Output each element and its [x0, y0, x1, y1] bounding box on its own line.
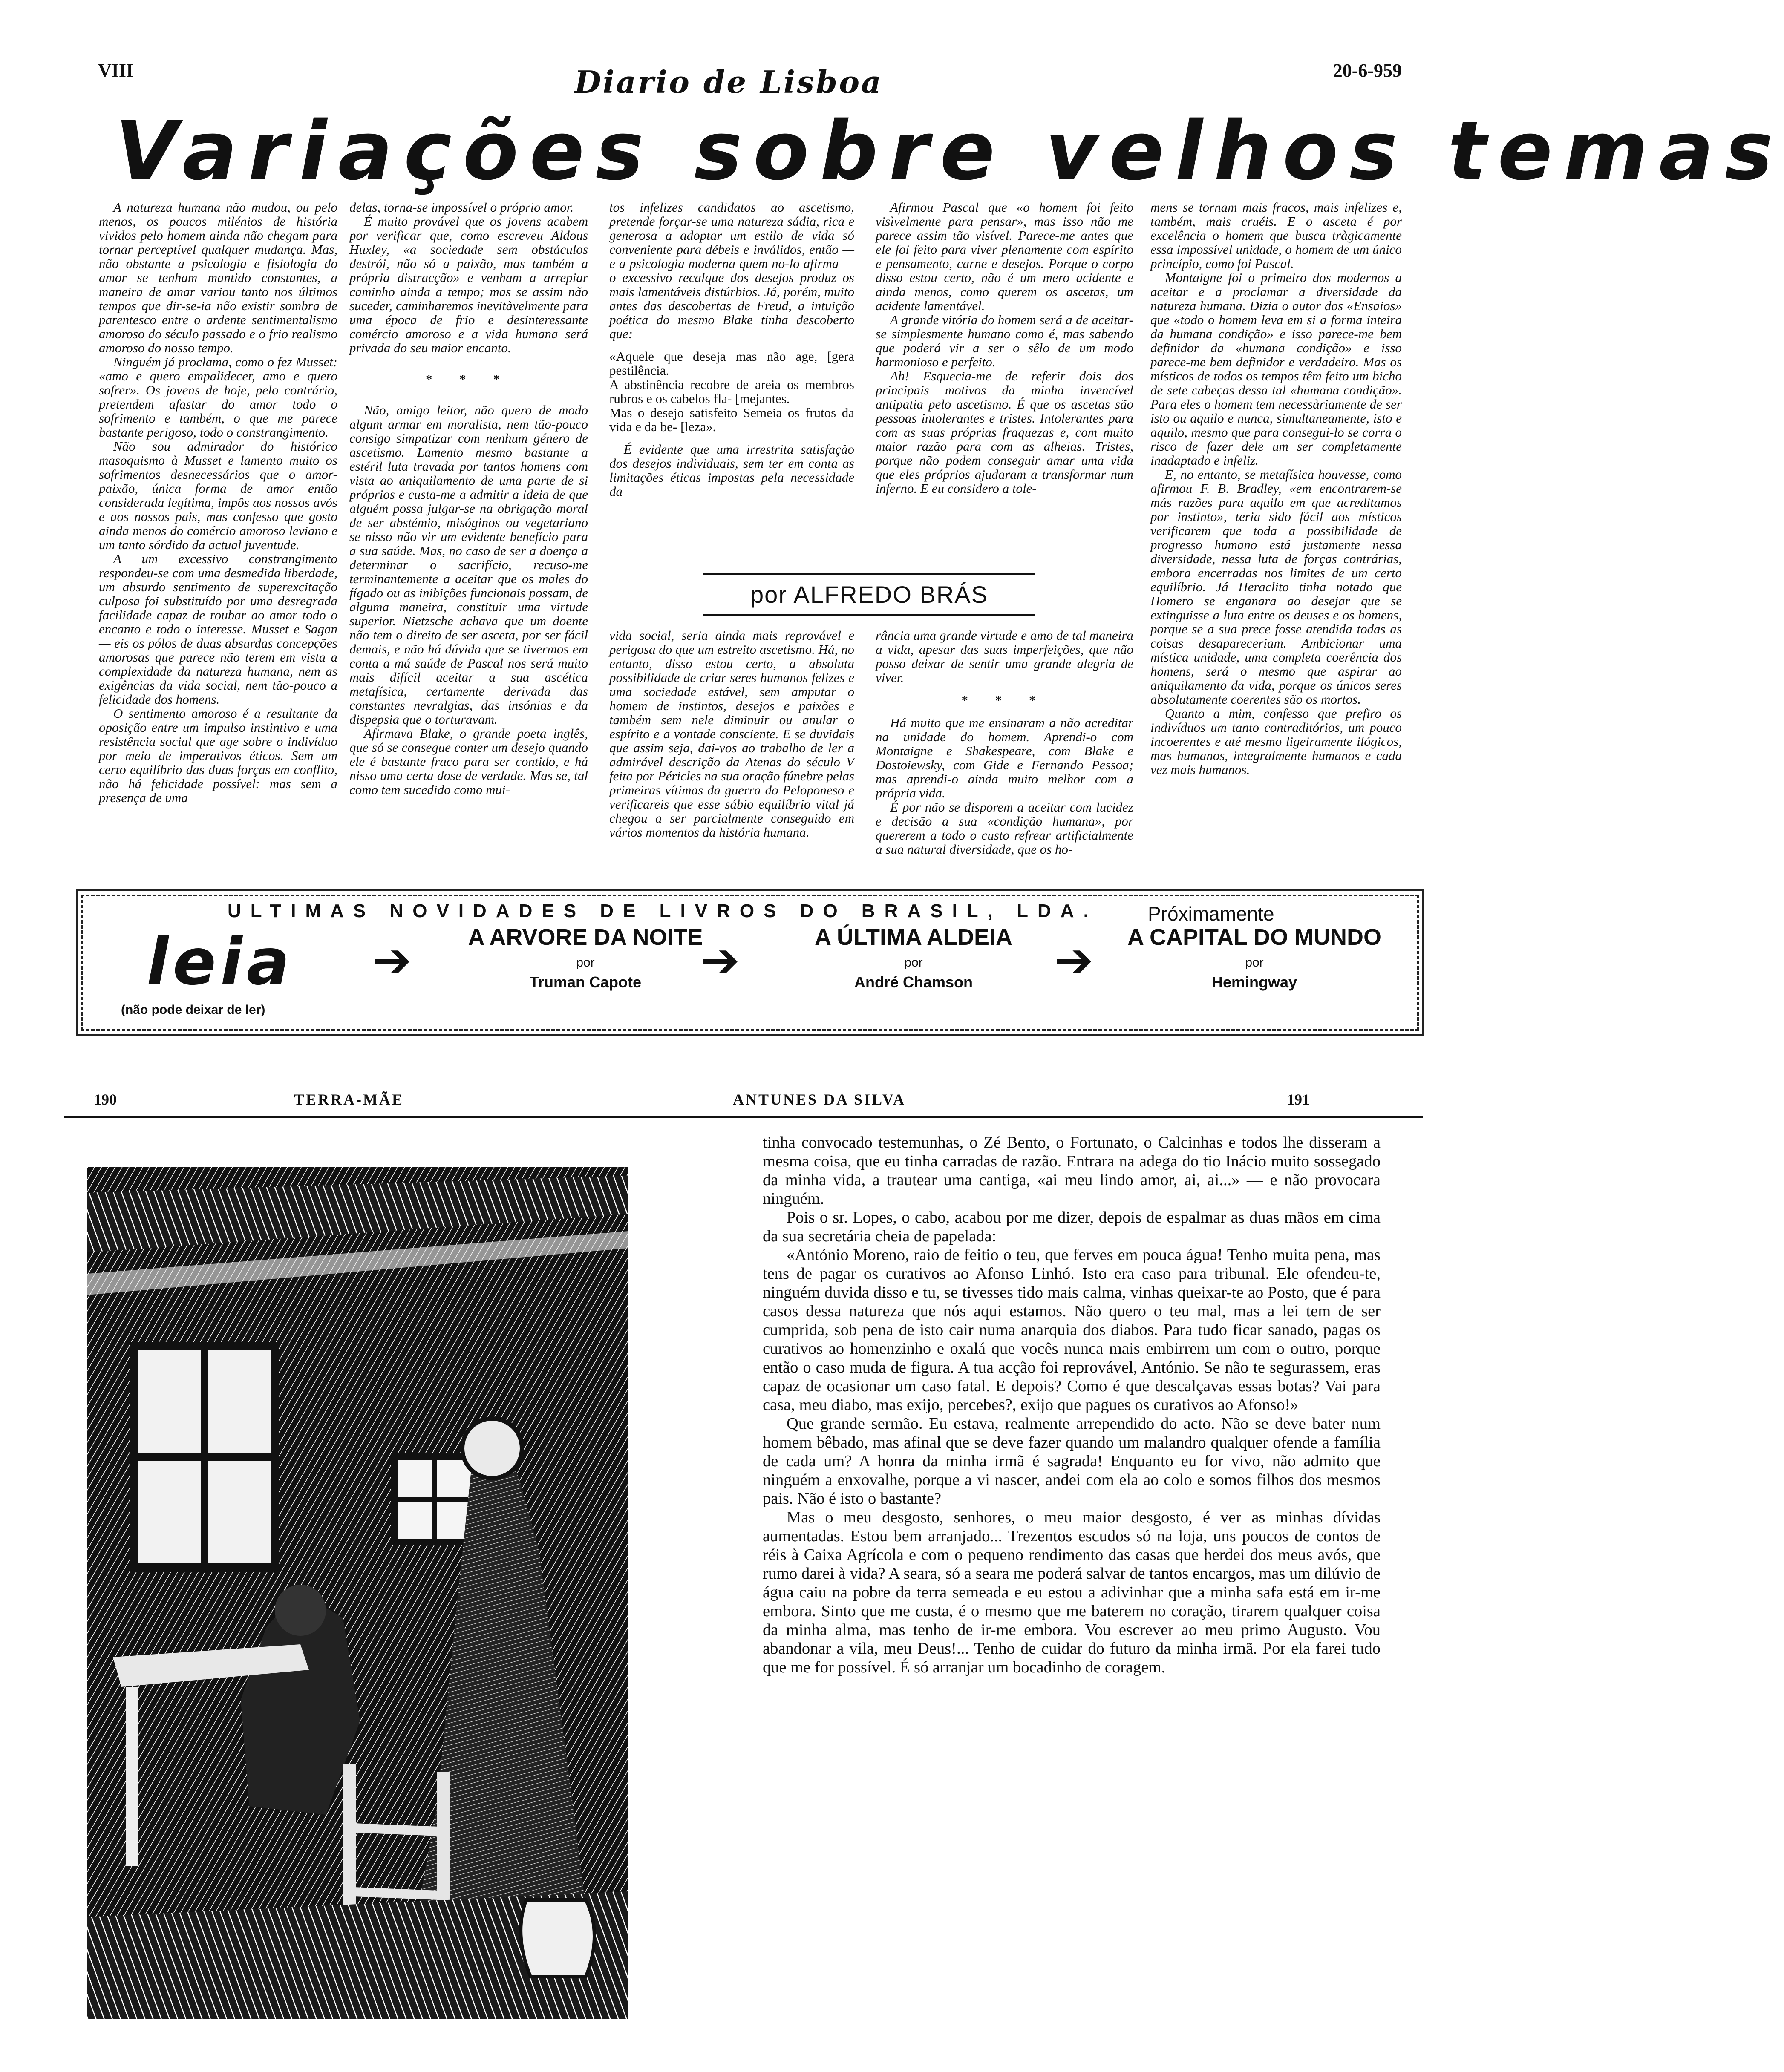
ad-heading: ULTIMAS NOVIDADES DE LIVROS DO BRASIL, LDA.	[228, 901, 1098, 921]
article-paragraph: Há muito que me ensinaram a não acreditar na unidade do homem. Aprendi-o com Montaigne e Shakespeare, com Blake e Dostoiewsky, com Gide e Fernando Pessoa; mas aprendi-o ainda muito melhor com a própria vida.	[876, 715, 1133, 800]
book-right-running-title: ANTUNES DA SILVA	[733, 1091, 906, 1108]
article-paragraph: A natureza humana não mudou, ou pelo menos, os poucos milénios de história vividos pelo homem ainda não chegam para tornar perceptível qualquer mudança. Mas, não obstante a psicologia e fisiologia do amor se tenham mantido constantes, a maneira de amar variou tanto nos últimos tempos que dir-se-ia não existir sombra de parentesco entre o ardente sentimentalismo amoroso do século passado e o frio realismo amoroso do nosso tempo.	[99, 200, 337, 355]
woodcut-illustration	[87, 1167, 628, 2019]
poem-line: Mas o desejo satisfeito Semeia os frutos da vida e da be- [leza».	[609, 405, 854, 434]
article-column-4-bottom	[876, 628, 1133, 882]
article-paragraph: Afirmava Blake, o grande poeta inglês, que só se consegue conter um desejo quando ele é bastante fraco para ser contido, e há nisso uma certa dose de verdade. Mas se, tal como tem sucedido como mui-	[349, 726, 588, 797]
ad-book-title: A ARVORE DA NOITE	[468, 924, 703, 950]
article-paragraph: mens se tornam mais fracos, mais infelizes e, também, mais cruéis. E o asceta é por excelência o homem que busca tràgicamente essa impossível unidade, o homem de um único princípio, como foi Pascal.	[1150, 200, 1402, 271]
article-paragraph: vida social, seria ainda mais reprovável e perigosa do que um estreito ascetismo. Há, no entanto, disso estou certo, a absoluta possibilidade de criar seres humanos felizes e uma sociedade estável, sem amputar o homem de instintos, desejos e paixões e também sem nele diminuir ou anular o espírito e a vontade consciente. E se duvidais que assim seja, dai-vos ao trabalho de ler a admirável descrição da Atenas do século V feita por Péricles na sua oração fúnebre pelas primeiras vítimas da guerra do Peloponeso e verificareis que esse sábio equilíbrio vital já chegou a ser parcialmente conseguido em vários momentos da história humana.	[609, 628, 854, 840]
prose-paragraph: tinha convocado testemunhas, o Zé Bento, o Fortunato, o Calcinhas e todos lhe disseram a mesma coisa, que eu tinha carradas de razão. Entrara na adega do tio Inácio muito sossegado da minha vida, a trautear uma cantiga, «ai meu lindo amor, ai, ai...» — e não provocara ninguém.	[763, 1134, 1381, 1208]
article-paragraph: delas, torna-se impossível o próprio amor.	[349, 200, 574, 215]
ad-book-title: A ÚLTIMA ALDEIA	[815, 924, 1012, 950]
article-column-2	[349, 200, 588, 882]
section-separator-stars: * * *	[426, 371, 512, 386]
ad-book-1	[453, 924, 718, 991]
newspaper-page-number: VIII	[98, 60, 134, 81]
prose-paragraph: Pois o sr. Lopes, o cabo, acabou por me dizer, depois de espalmar as duas mãos em cima da sua secretária cheia de papelada:	[763, 1209, 1381, 1245]
ad-leia-subtitle: (não pode deixar de ler)	[121, 1003, 265, 1017]
ad-book-author: André Chamson	[854, 973, 973, 991]
article-paragraph: Ah! Esquecia-me de referir dois dos principais motivos da minha invencível antipatia pelo ascetismo. É que os ascetas são pessoas intolerantes e tristes. Intolerantes para com as suas próprias fraquezas e, com muito maior razão para com as alheias. Tristes, porque não podem conseguir amar uma vida que eles próprios ajudaram a transformar num inferno. E eu considero a tole-	[876, 368, 1133, 496]
article-paragraph: Quanto a mim, confesso que prefiro os indivíduos um tanto contraditórios, um pouco incoerentes e até mesmo ligeiramente ilógicos, mas humanos, integralmente humanos e cada vez mais humanos.	[1150, 706, 1402, 777]
article-column-3-bottom	[609, 628, 854, 882]
ad-book-by: por	[904, 955, 923, 970]
article-paragraph: Afirmou Pascal que «o homem foi feito visìvelmente para pensar», mas isso não me parece assim tão visível. Parece-me antes que ele foi feito para viver plenamente com espírito e pensamento, carne e desejos. Porque o corpo disso estou certo, não é um mero acidente e ainda menos, como querem os ascetas, um acidente lamentável.	[876, 200, 1133, 313]
ad-book-by: por	[576, 955, 595, 970]
poem-line: «Aquele que deseja mas não age, [gera pestilência.	[609, 349, 854, 378]
article-headline: Variações sobre velhos temas	[115, 104, 1784, 198]
article-paragraph: Ninguém já proclama, como o fez Musset: «amo e quero empalidecer, amo e quero sofrer». Os jovens de hoje, pelo contrário, pretendem afastar do amor todo o sofrimento e também, o que me parece bastante perigoso, todo o constrangimento.	[99, 354, 337, 440]
article-paragraph: Não, amigo leitor, não quero de modo algum armar em moralista, nem tão-pouco consigo simpatizar com nenhum género de ascetismo. Lamento mesmo bastante a estéril luta travada por tantos homens com vista ao aniquilamento de uma parte de si próprios e custa-me a admitir a ideia de que alguém possa julgar-se na obrigação moral de ser abstémio, misóginos ou vegetariano se nisso não vir um evidente benefício para a sua saúde. Mas, no caso de ser a doença a determinar o sacrifício, recuso-me terminantemente a aceitar que os males do fígado ou as inibições funcionais possam, de alguma maneira, constituir uma virtude superior. Nietzsche achava que um doente não tem o direito de ser asceta, por ser fácil demais, e não há dúvida que se tivermos em conta a má saúde de Pascal nos será muito mais difícil aceitar a sua ascética metafísica, certamente derivada das constantes nevralgias, das insónias e da dispepsia que o torturavam.	[349, 403, 588, 727]
article-paragraph: Montaigne foi o primeiro dos modernos a aceitar e a proclamar a diversidade da natureza humana. Dizia o autor dos «Ensaios» que «todo o homem leva em si a forma inteira da humana condição» e isso parece-me bem definidor da «humana condição» e isso parece-me bem definidor e verdadeiro. Mas os místicos de todos os tempos têm feito um bicho de sete cabeças dessa tal «humana condição». Para eles o homem tem necessàriamente de ser isto ou aquilo e nunca, simultaneamente, isto e aquilo, mesmo que para consegui-lo se corra o risco de fazer dele um ser completamente inadaptado e infeliz.	[1150, 270, 1402, 468]
article-paragraph: É evidente que uma irrestrita satisfação dos desejos individuais, sem ter em conta as limitações éticas impostas pela necessidade da	[609, 442, 854, 499]
book-left-page-number: 190	[94, 1091, 117, 1108]
prose-paragraph: «António Moreno, raio de feitio o teu, que ferves em pouca água! Tenho muita pena, mas tens de pagar os curativos ao Afonso Linhó. Isto era caso para tribunal. Ele ofendeu-te, ninguém duvida disso e tu, se tivesses tido mais calma, vinhas queixar-te ao Posto, que é para casos dessa natureza que nós aqui estamos. Não quero o teu mal, mas a lei tem de ser cumprida, sob pena de isto cair numa anarquia dos diabos. Para tudo ficar sanado, pagas os curativos ao homenzinho e oxalá que vocês nunca mais embirrem um com o outro, porque então o caso muda de figura. A tua acção foi reprovável, António. Se não te segurassem, eras capaz de ocasionar um caso fatal. E depois? Como é que descalçavas essas botas? Vai para casa, meu diabo, mas exijo, percebes?, exijo que pagues os curativos ao Afonso!»	[763, 1246, 1381, 1414]
article-paragraph: tos infelizes candidatos ao ascetismo, pretende forçar-se uma natureza sádia, rica e generosa a adoptar um estilo de vida só conveniente para débeis e inválidos, então — e a psicologia moderna quem no-lo afirma — o excessivo recalque dos desejos produz os mais lamentáveis distúrbios. Já, porém, muito antes das descobertas de Freud, a intuição poética do mesmo Blake tinha descoberto que:	[609, 200, 854, 341]
article-column-4-top	[876, 200, 1133, 586]
arrow-right-icon: ➔	[1054, 933, 1094, 987]
ad-book-3	[1127, 924, 1382, 991]
article-column-5	[1150, 200, 1402, 882]
section-separator-stars: * * *	[961, 693, 1048, 708]
article-column-3-top	[609, 200, 854, 586]
newspaper-date: 20-6-959	[1333, 60, 1402, 81]
article-paragraph: É muito provável que os jovens acabem por verificar que, como escreveu Aldous Huxley, «a sociedade sem obstáculos destrói, não só a paixão, mas também a própria distracção» e venham a arrepiar caminho ainda a tempo; mas se assim não suceder, caminharemos inevitàvelmente para uma época de frio e desinteressante comércio amoroso e a vida humana será privada do seu maior encanto.	[349, 214, 588, 355]
ad-coming-soon: Próximamente	[1148, 903, 1274, 925]
article-paragraph: A um excessivo constrangimento respondeu-se com uma desmedida liberdade, um absurdo sentimento de superexcitação culposa foi substituído por uma desregrada facilidade capaz de roubar ao amor todo o encanto e todo o interesse. Musset e Sagan — eis os pólos de duas absurdas concepções amorosas que parece não terem em vista a complexidade da natureza humana, nem as exigências da vida social, nem tão-pouco a felicidade dos homens.	[99, 551, 337, 707]
ad-book-by: por	[1245, 955, 1264, 970]
arrow-right-icon: ➔	[372, 933, 412, 987]
article-paragraph: Não sou admirador do histórico masoquismo à Musset e lamento muito os sofrimentos desnecessários que o amor-paixão, única forma de amor então considerada legítima, impôs aos nossos avós e aos nossos pais, mas confesso que gosto ainda menos do comércio amoroso leviano e um tanto sórdido da actual juventude.	[99, 439, 337, 552]
book-prose	[763, 1133, 1381, 1677]
prose-paragraph: Mas o meu desgosto, senhores, o meu maior desgosto, é ver as minhas dívidas aumentadas. Estou bem arranjado... Trezentos escudos só na loja, uns poucos de contos de réis à Caixa Agrícola e com o pequeno rendimento das casas que herdei dos meus avós, que rumo darei à vida? A seara, só a seara me poderá salvar de tantos encargos, mas um dilúvio de água caiu na pobre da terra semeada e eu estou a adivinhar que a minha safa está em ir-me embora. Sinto que me custa, é o mesmo que me baterem no coração, tirarem qualquer coisa da minha alma, mas tenho de ir-me embora. Vou escrever ao meu primo Augusto. Vou abandonar a vila, meu Deus!... Tenho de cuidar do futuro da minha irmã. Por ela farei tudo que me for possível. É só arranjar um bocadinho de coragem.	[763, 1508, 1381, 1676]
book-advertisement	[81, 895, 1419, 1031]
book-header-rule	[64, 1116, 1423, 1118]
ad-book-author: Truman Capote	[529, 973, 642, 991]
article-paragraph: A grande vitória do homem será a de aceitar-se simplesmente humano como é, mas sabendo que poderá vir a ser o sêlo de um modo harmonioso e perfeito.	[876, 312, 1133, 369]
ad-leia-logo: leia	[147, 925, 294, 999]
article-paragraph: rância uma grande virtude e amo de tal maneira a vida, apesar das suas imperfeições, que não posso deixar de sentir uma grande alegria de viver.	[876, 628, 1133, 685]
arrow-right-icon: ➔	[700, 933, 740, 987]
article-paragraph: E, no entanto, se metafísica houvesse, como afirmou F. B. Bradley, «em encontrarem-se más razões para aquilo em que acreditamos por instinto», teria sido fácil aos místicos verificarem que toda a possibilidade de progresso humano está justamente nessa diversidade, nessa luta de forças contrárias, embora encerradas nos limites de um certo equilíbrio. Já Heraclito tinha notado que Homero se enganara ao desejar que se extinguisse a luta entre os deuses e os homens, porque se a sua prece fosse atendida todas as coisas desapareceriam. Ambicionar uma mística unidade, uma completa coerência dos homens, será o mesmo que aspirar ao aniquilamento da vida, porque os únicos seres absolutamente coerentes são os mortos.	[1150, 467, 1402, 707]
book-left-running-title: TERRA-MÃE	[294, 1091, 404, 1108]
newspaper-masthead: Diario de Lisboa	[574, 64, 883, 100]
ad-book-author: Hemingway	[1211, 973, 1297, 991]
ad-book-title: A CAPITAL DO MUNDO	[1127, 924, 1381, 950]
article-paragraph: É por não se disporem a aceitar com lucidez e decisão a sua «condição humana», por quererem a todo o custo refrear artificialmente a sua natural diversidade, que os ho-	[876, 800, 1133, 857]
ad-book-2	[781, 924, 1046, 991]
article-column-1	[99, 200, 337, 882]
prose-paragraph: Que grande sermão. Eu estava, realmente arrependido do acto. Não se deve bater num homem bêbado, mas afinal que se deve fazer quando um malandro qualquer ofende a família de cada um? A honra da minha irmã é sagrada! Enquanto eu for vivo, não admito que ninguém a enxovalhe, porque a vi nascer, andei com ela ao colo e somos filhos dos mesmos pais. Não é isto o bastante?	[763, 1415, 1381, 1508]
book-right-page-number: 191	[1287, 1091, 1310, 1108]
article-byline: por ALFREDO BRÁS	[703, 573, 1035, 616]
poem-line: A abstinência recobre de areia os membros rubros e os cabelos fla- [mejantes.	[609, 377, 854, 406]
article-paragraph: O sentimento amoroso é a resultante da oposição entre um impulso instintivo e uma resistência social que age sobre o indivíduo por meio de imperativos éticos. Sem um certo equilíbrio das duas forças em conflito, não há felicidade possível: mas sem a presença de uma	[99, 706, 337, 805]
